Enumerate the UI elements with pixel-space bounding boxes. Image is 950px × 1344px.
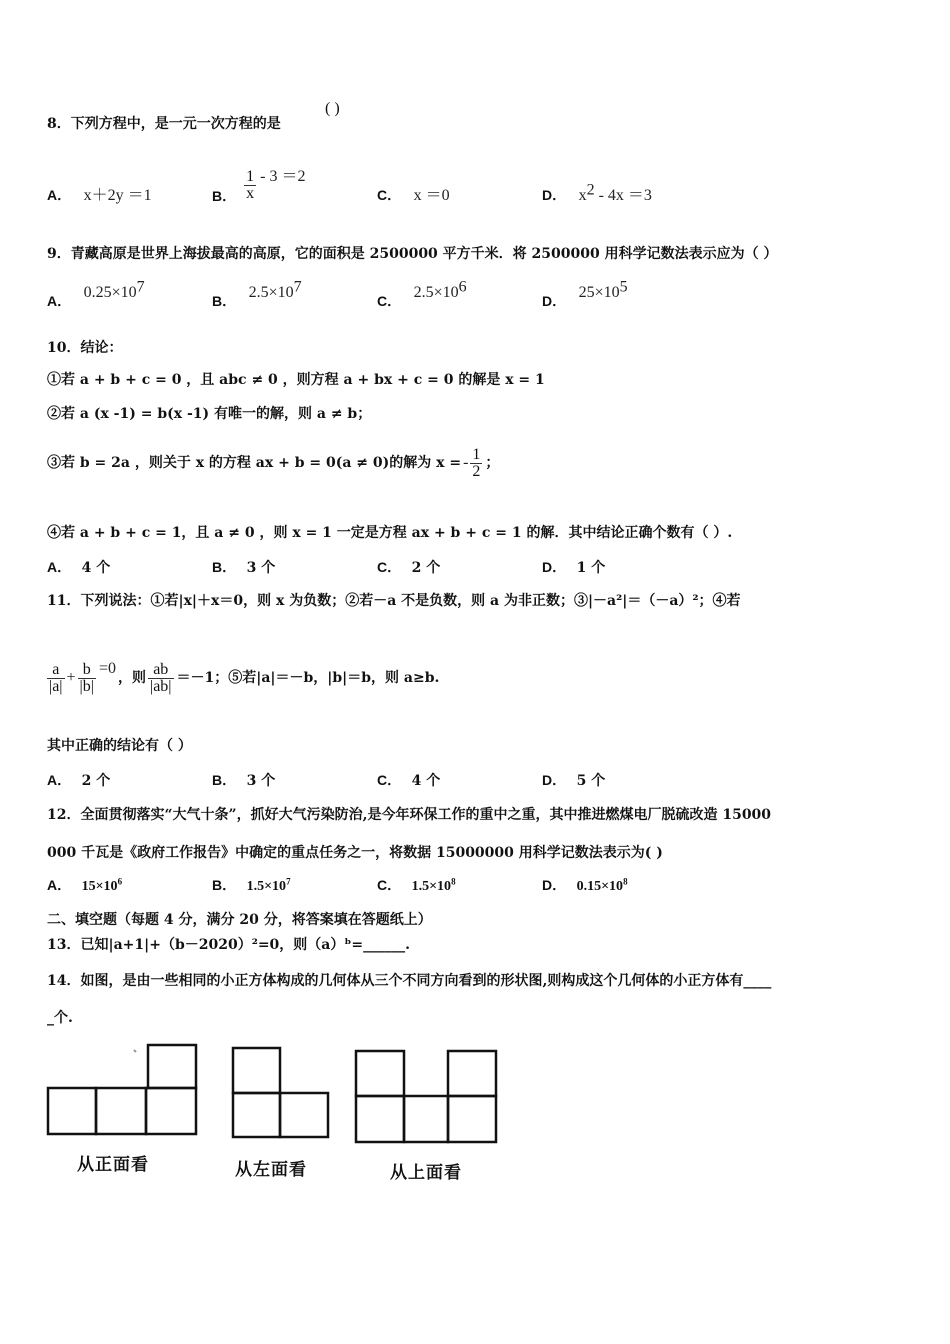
option-base: 0.25×10	[83, 284, 137, 301]
option-expr-exp: 2	[586, 181, 595, 199]
option-exp: 6	[458, 278, 467, 296]
fraction-num: b	[82, 660, 91, 678]
fraction-den: |ab|	[149, 677, 172, 695]
option-text: 3 个	[246, 560, 276, 576]
option-exp: 7	[286, 876, 291, 887]
front-view-caption: 从正面看	[77, 1155, 149, 1175]
q8-paren: ( )	[325, 100, 340, 117]
fraction-b	[78, 662, 96, 695]
q14-line-2: _个.	[47, 1010, 73, 1026]
fraction	[470, 447, 482, 480]
fraction-num: ab	[153, 660, 169, 678]
q12-option-a[interactable]	[47, 875, 122, 897]
q12-option-b[interactable]	[212, 875, 291, 897]
option-label: D．	[542, 772, 567, 788]
option-label: A．	[47, 187, 72, 203]
q10-statement-1: ①若 a + b + c = 0 ，且 abc ≠ 0 ，则方程 a + bx + c = 0 的解是 x = 1	[47, 372, 545, 388]
q10-option-c[interactable]	[377, 557, 440, 578]
left-view-caption: 从左面看	[235, 1160, 307, 1180]
option-exp: 7	[293, 278, 302, 296]
fraction-a	[47, 662, 65, 695]
option-base: 15×10	[81, 879, 118, 894]
fraction-num: a	[52, 660, 60, 678]
option-label: A．	[47, 293, 72, 309]
option-expr: x ＝0	[413, 187, 450, 204]
q10-option-b[interactable]	[212, 557, 275, 578]
fraction-den: 2	[472, 462, 481, 480]
q9-option-b[interactable]	[212, 278, 302, 309]
option-label: D．	[542, 293, 567, 309]
equals-zero: =0	[98, 660, 116, 677]
option-label: B．	[212, 877, 237, 893]
q12-line-2: 000 千瓦是《政府工作报告》中确定的重点任务之一，将数据 15000000 用科学记数法表示为( )	[47, 845, 663, 861]
q10-title: 10．结论：	[47, 340, 123, 356]
fraction-den: |b|	[79, 677, 94, 695]
statement-text: ③若 b = 2a ，则关于 x 的方程 ax + b = 0(a ≠ 0)的解为 x =	[47, 455, 462, 471]
q11-line-1: 11．下列说法：①若|x|＋x＝0，则 x 为负数；②若－a 不是负数，则 a 为非正数；③|－a²|＝（－a）²；④若	[47, 593, 741, 609]
option-expr: x＋2y ＝1	[83, 187, 152, 204]
fraction-ab	[148, 662, 174, 695]
option-label: B．	[212, 293, 237, 309]
front-view-figure	[40, 1040, 210, 1140]
option-label: B．	[212, 772, 237, 788]
q9-option-c[interactable]	[377, 278, 467, 309]
option-rest: - 3 ＝2	[260, 168, 306, 185]
option-label: A．	[47, 559, 72, 575]
q12-option-c[interactable]	[377, 875, 456, 897]
option-exp: 8	[623, 876, 628, 887]
option-base: 0.15×10	[576, 879, 624, 894]
option-expr-base: x	[578, 187, 587, 204]
q10-statement-3	[47, 440, 499, 486]
line-rest: ＝－1；⑤若|a|＝－b，|b|＝b，则 a≥b.	[176, 670, 440, 686]
q8-option-d[interactable]	[542, 181, 652, 206]
option-exp: 6	[117, 876, 123, 887]
statement-end: ；	[485, 455, 500, 471]
q11-line-2	[47, 652, 439, 704]
option-label: C．	[377, 772, 402, 788]
option-expr-rest: - 4x ＝3	[594, 187, 652, 204]
fraction-den: |a|	[49, 677, 63, 695]
option-base: 2.5×10	[248, 284, 294, 301]
q8-option-a[interactable]	[47, 185, 152, 206]
option-text: 1 个	[576, 560, 606, 576]
option-text: 2 个	[81, 773, 111, 789]
option-exp: 7	[136, 278, 145, 296]
q9-stem: 9．青藏高原是世界上海拔最高的高原，它的面积是 2500000 平方千米．将 2500000 用科学记数法表示应为（ ）	[47, 246, 778, 262]
option-base: 25×10	[578, 284, 620, 301]
section-heading: 二、填空题（每题 4 分，满分 20 分，将答案填在答题纸上）	[47, 912, 432, 928]
option-text: 3 个	[246, 773, 276, 789]
option-text: 4 个	[81, 560, 111, 576]
option-label: C．	[377, 187, 402, 203]
q8-stem: 8．下列方程中，是一元一次方程的是	[47, 116, 281, 132]
fraction	[244, 169, 256, 202]
option-label: A．	[47, 772, 72, 788]
q10-statement-2: ②若 a (x -1) = b(x -1) 有唯一的解，则 a ≠ b；	[47, 406, 372, 422]
q11-option-b[interactable]	[212, 770, 275, 791]
option-label: B．	[212, 559, 237, 575]
option-exp: 8	[451, 876, 456, 887]
q8-option-c[interactable]	[377, 185, 450, 206]
fraction-den: x	[246, 184, 255, 202]
q13-stem: 13．已知|a+1|+（b－2020）²=0，则（a）ᵇ=______.	[47, 937, 410, 953]
option-label: B．	[212, 188, 237, 204]
option-label: A．	[47, 877, 72, 893]
q11-option-d[interactable]	[542, 770, 605, 791]
q8-option-b[interactable]	[212, 162, 305, 208]
option-text: 2 个	[411, 560, 441, 576]
option-exp: 5	[619, 278, 628, 296]
fraction-num: 1	[246, 167, 255, 185]
q10-option-d[interactable]	[542, 557, 605, 578]
q10-statement-4: ④若 a + b + c = 1，且 a ≠ 0 ，则 x = 1 一定是方程 ax + b + c = 1 的解．其中结论正确个数有（ ）.	[47, 525, 733, 541]
option-label: C．	[377, 293, 402, 309]
q9-option-a[interactable]	[47, 278, 145, 309]
option-label: D．	[542, 877, 567, 893]
q14-line-1: 14．如图，是由一些相同的小正方体构成的几何体从三个不同方向看到的形状图,则构成这个几何体的小正方体有____	[47, 973, 772, 989]
option-base: 2.5×10	[413, 284, 459, 301]
option-label: C．	[377, 559, 402, 575]
top-view-caption: 从上面看	[390, 1163, 462, 1183]
left-view-figure	[225, 1040, 335, 1140]
q11-option-c[interactable]	[377, 770, 440, 791]
then-text: ，则	[117, 670, 146, 686]
fraction-num: 1	[472, 445, 481, 463]
option-text: 4 个	[411, 773, 441, 789]
option-text: 5 个	[576, 773, 606, 789]
q12-option-d[interactable]	[542, 875, 628, 897]
option-label: D．	[542, 187, 567, 203]
q11-conclusion: 其中正确的结论有（ ）	[47, 738, 192, 754]
q11-option-a[interactable]	[47, 770, 110, 791]
plus-sign: +	[66, 669, 76, 686]
option-base: 1.5×10	[411, 879, 452, 894]
option-label: C．	[377, 877, 402, 893]
q12-line-1: 12．全面贯彻落实“大气十条”，抓好大气污染防治,是今年环保工作的重中之重，其中推进燃煤电厂脱硫改造 15000	[47, 807, 772, 823]
q9-option-d[interactable]	[542, 278, 628, 309]
minus-sign: -	[463, 454, 469, 471]
q10-option-a[interactable]	[47, 557, 110, 578]
option-base: 1.5×10	[246, 879, 287, 894]
option-label: D．	[542, 559, 567, 575]
top-view-figure	[345, 1045, 505, 1150]
